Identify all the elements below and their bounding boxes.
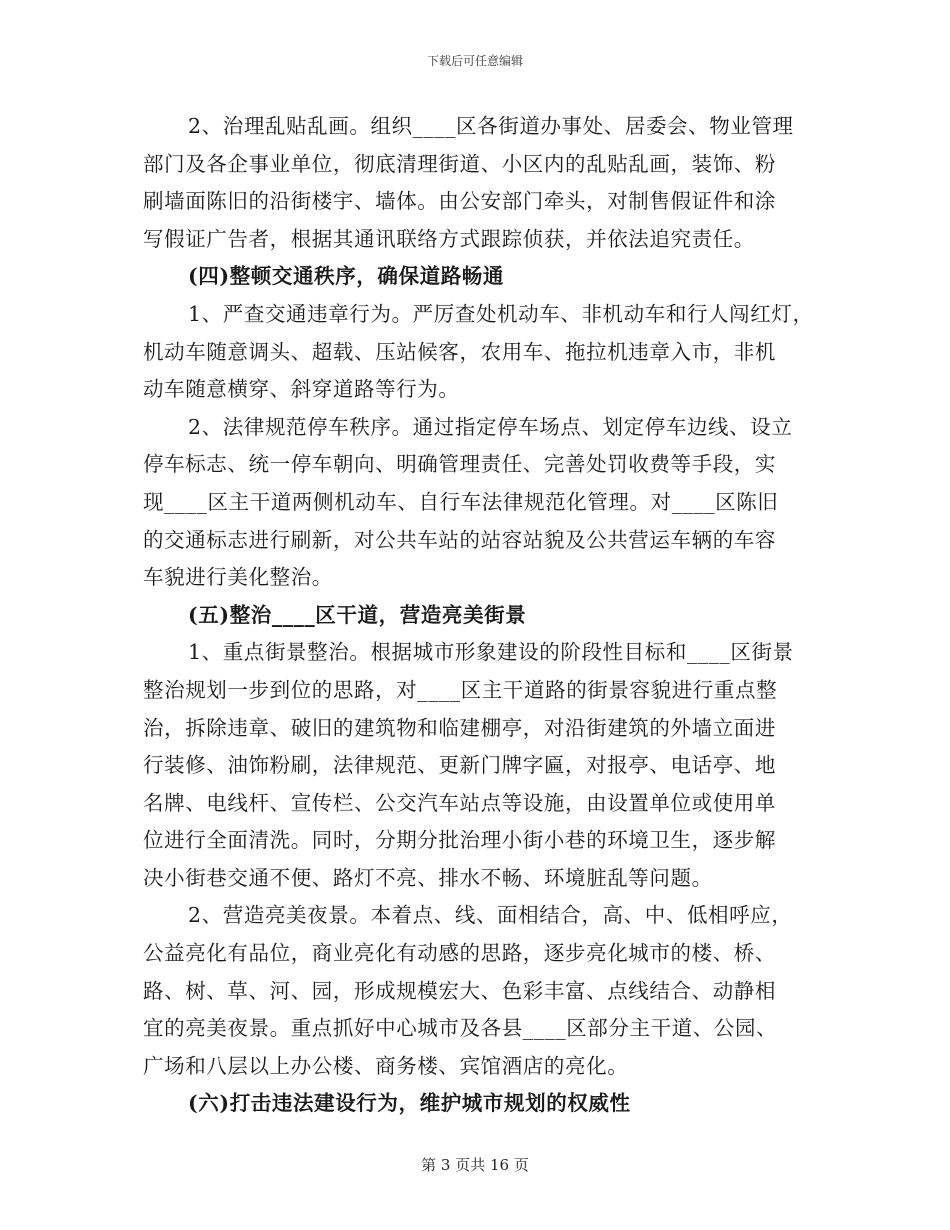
section-heading: (六)打击违法建设行为，维护城市规划的权威性 — [188, 1091, 631, 1116]
paragraph-line: 车貌进行美化整治。 — [143, 565, 333, 590]
paragraph-line: 1、重点街景整治。根据城市形象建设的阶段性目标和____区街景 — [188, 640, 794, 665]
paragraph-line: 现____区主干道两侧机动车、自行车法律规范化管理。对____区陈旧 — [143, 489, 779, 514]
paragraph-line: 2、治理乱贴乱画。组织____区各街道办事处、居委会、物业管理 — [188, 114, 794, 138]
paragraph-line: 整治规划一步到位的思路，对____区主干道路的街景容貌进行重点整 — [143, 677, 778, 702]
section-heading: (五)整治____区干道，营造亮美街景 — [188, 602, 527, 627]
paragraph-line: 的交通标志进行刷新，对公共车站的站容站貌及公共营运车辆的车容 — [143, 527, 776, 552]
paragraph-line: 1、严查交通违章行为。严厉查处机动车、非机动车和行人闯红灯， — [188, 301, 814, 326]
page-footer: 第 3 页共 16 页 — [421, 1156, 529, 1174]
paragraph-line: 名牌、电线杆、宣传栏、公交汽车站点等设施，由设置单位或使用单 — [143, 790, 776, 815]
paragraph-line: 部门及各企事业单位，彻底清理街道、小区内的乱贴乱画，装饰、粉 — [143, 151, 776, 176]
paragraph-line: 广场和八层以上办公楼、商务楼、宾馆酒店的亮化。 — [143, 1053, 629, 1078]
paragraph-line: 动车随意横穿、斜穿道路等行为。 — [143, 377, 460, 402]
paragraph-line: 宜的亮美夜景。重点抓好中心城市及各县____区部分主干道、公园、 — [143, 1016, 778, 1041]
paragraph-line: 2、法律规范停车秩序。通过指定停车场点、划定停车边线、设立 — [188, 414, 793, 439]
paragraph-line: 路、树、草、河、园，形成规模宏大、色彩丰富、点线结合、动静相 — [143, 978, 776, 1003]
paragraph-line: 机动车随意调头、超载、压站候客，农用车、拖拉机违章入市，非机 — [143, 339, 776, 364]
paragraph-line: 位进行全面清洗。同时，分期分批治理小街小巷的环境卫生，逐步解 — [143, 828, 776, 853]
paragraph-line: 停车标志、统一停车朝向、明确管理责任、完善处罚收费等手段，实 — [143, 452, 776, 477]
paragraph-line: 公益亮化有品位，商业亮化有动感的思路，逐步亮化城市的楼、桥、 — [143, 941, 776, 966]
page-header: 下载后可任意编辑 — [426, 54, 523, 68]
document-body — [143, 108, 814, 1123]
paragraph-line: 治，拆除违章、破旧的建筑物和临建棚亭，对沿街建筑的外墙立面进 — [143, 715, 776, 740]
paragraph-line: 决小街巷交通不便、路灯不亮、排水不畅、环境脏乱等问题。 — [143, 865, 713, 890]
paragraph-line: 写假证广告者，根据其通讯联络方式跟踪侦获，并依法追究责任。 — [143, 226, 755, 251]
paragraph-line: 2、营造亮美夜景。本着点、线、面相结合，高、中、低相呼应， — [188, 903, 793, 928]
paragraph-line: 刷墙面陈旧的沿街楼宇、墙体。由公安部门牵头，对制售假证件和涂 — [143, 189, 776, 214]
paragraph-line: 行装修、油饰粉刷，法律规范、更新门牌字匾，对报亭、电话亭、地 — [143, 753, 776, 778]
section-heading: (四)整顿交通秩序，确保道路畅通 — [188, 264, 504, 289]
